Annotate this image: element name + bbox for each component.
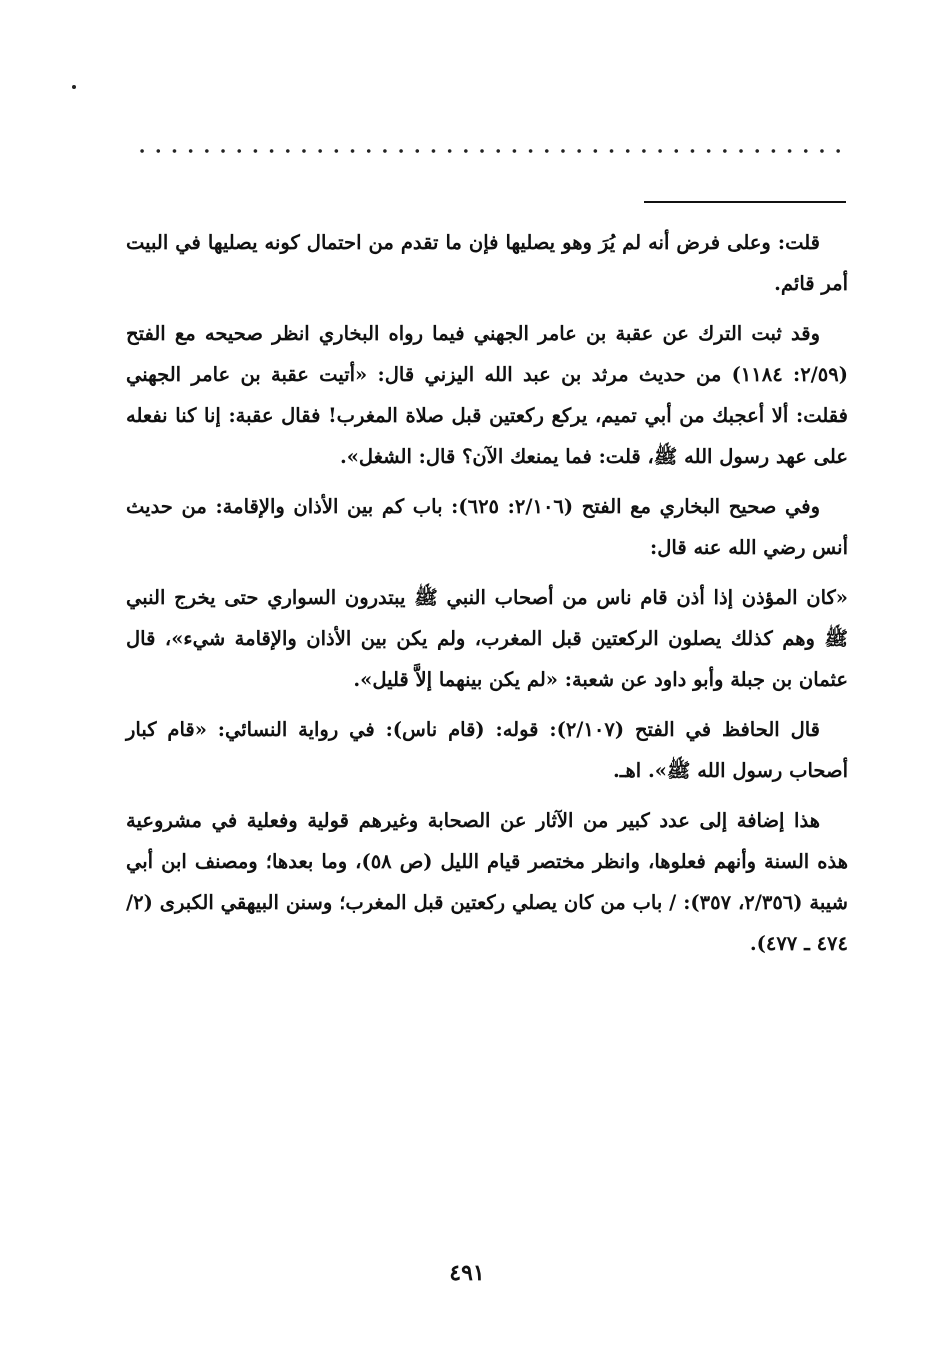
page-body [126,222,848,973]
page-speck [72,85,76,89]
paragraph-hafiz-quote: قال الحافظ في الفتح (٢/١٠٧): قوله: (قام ناس): في رواية النسائي: «قام كبار أصحاب رسول الله ﷺ». اهـ. [126,718,848,782]
page-number: ٤٩١ [449,1260,485,1286]
paragraph-bukhari-chapter: وفي صحيح البخاري مع الفتح (٢/١٠٦: ٦٢٥): باب كم بين الأذان والإقامة: من حديث أنس رضي الله عنه قال: [126,495,848,559]
paragraph-uqba-hadith: وقد ثبت الترك عن عقبة بن عامر الجهني فيما رواه البخاري انظر صحيحه مع الفتح (٢/٥٩: ١١٨٤) من حديث مرثد بن عبد الله اليزني قال: «أتيت عقبة بن عامر الجهني فقلت: ألا أعجبك من أبي تميم، يركع ركعتين قبل صلاة المغرب! فقال عقبة: إنا كنا نفعله على عهد رسول الله ﷺ، قلت: فما يمنعك الآن؟ قال: الشغل». [126,322,848,468]
footnote-rule [644,201,846,203]
paragraph-additional-references: هذا إضافة إلى عدد كبير من الآثار عن الصحابة وغيرهم قولية وفعلية في مشروعية هذه السنة وأنهم فعلوها، وانظر مختصر قيام الليل (ص ٥٨)، وما بعدها؛ ومصنف ابن أبي شيبة (٢/٣٥٦، ٣٥٧): / باب من كان يصلي ركعتين قبل المغرب؛ وسنن البيهقي الكبرى (٢/ ٤٧٤ ـ ٤٧٧). [126,809,848,955]
paragraph-anas-hadith: «كان المؤذن إذا أذن قام ناس من أصحاب النبي ﷺ يبتدرون السواري حتى يخرج النبي ﷺ وهم كذلك يصلون الركعتين قبل المغرب، ولم يكن بين الأذان والإقامة شيء»، قال عثمان بن جبلة وأبو داود عن شعبة: «لم يكن بينهما إلاَّ قليل». [126,586,848,691]
paragraph-qult: قلت: وعلى فرض أنه لم يُرَ وهو يصليها فإن ما تقدم من احتمال كونه يصليها في البيت أمر قائم. [126,231,848,295]
dotted-separator [134,148,846,154]
